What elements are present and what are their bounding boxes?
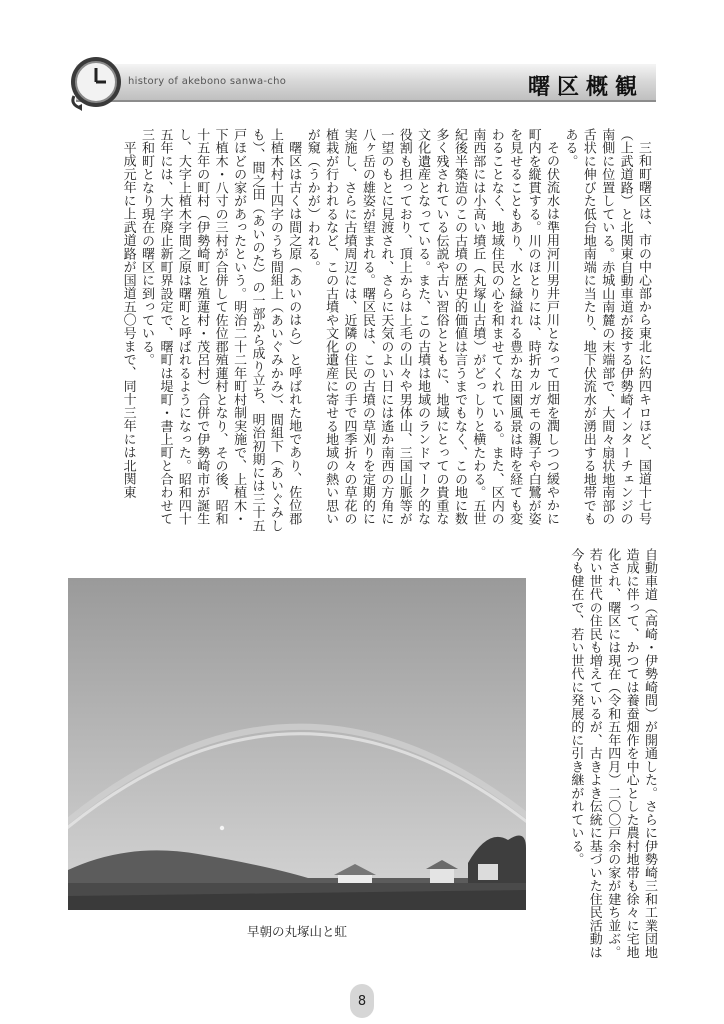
article-body [72,128,652,538]
photo-caption: 早朝の丸塚山と虹 [246,924,347,939]
paragraph: 平成元年に上武道路が国道五〇号まで、同十三年には北関東 [120,141,136,499]
page-number: 8 [350,984,374,1018]
paragraph: その伏流水は準用河川男井戸川となって田畑を潤しつつ緩やかに町内を縦貫する。川のほとりには、時折カルガモの親子や白鷺が姿を見せることもあり、水と緑溢れる豊かな田園風景は時を経ても変わることなく、地域住民の心を和ませてくれている。また、区内の南西部には小高い墳丘（丸塚山古墳）がどっしりと横たわる。五世紀後半築造のこの古墳の歴史的価値は言うまでもなく、この地に数多く残されている伝説や古い習俗とともに、地域にとっての貴重な文化遺産となっている。また、この古墳は地域のランドマーク的な役割も担っており、頂上からは上毛の山々や男体山、三国山脈等が一望のもとに見渡され、さらに天気のよい日には遙か南西の方角に八ヶ岳の雄姿が望まれる。曙区民は、この古墳の草刈りを定期的に実施し、さらに古墳周辺には、近隣の住民の手で四季折々の草花の植栽が行われるなど、この古墳や文化遺産に寄せる地域の熱い思いが窺（うかが）われる。 [304,128,559,526]
article-continuation [526,548,658,960]
paragraph: 三和町曙区は、市の中心部から東北に約四キロほど、国道十七号（上武道路）と北関東自動車道が接する伊勢崎インターチェンジの南側に位置している。赤城山南麓の末端部で、大間々扇状地南部の舌状に伸びた低台地南端に当たり、地下伏流水が湧出する地帯でもある。 [562,128,651,526]
paragraph: 曙区は古くは間之原（あいのはら）と呼ばれた地であり、佐位郡上植木村十四字のうち間組上（あいぐみかみ）、間組下（あいぐみしも）、間之田（あいのた）の一部から成り立ち、明治初期には三十五戸ほどの家があったという。明治二十二年町村制実施で、上植木・下植木・八寸の三村が合併して佐位郡殖蓮村となり、その後、昭和十五年の町村（伊勢崎町と殖蓮村・茂呂村）合併で伊勢崎市が誕生し、大字上植木字間之原は曙町と呼ばれるようになった。昭和四十五年には、大字廃止新町界設定で、曙町は堤町・書上町と合わせて三和町となり現在の曙区に到っている。 [139,128,302,533]
clock-logo-icon [66,52,126,112]
page-title: 曙区概観 [527,75,644,100]
header-subtitle: history of akebono sanwa-cho [128,76,287,87]
rainbow-photo [68,578,526,910]
paragraph: 自動車道（高崎・伊勢崎間）が開通した。さらに伊勢崎三和工業団地造成に伴って、かつては養蚕畑作を中心とした農村地帯も徐々に宅地化され、曙区には現在（令和五年四月）二〇〇戸余の家が建ち並ぶ。若い世代の住民も増えているが、古きよき伝統に基づいた住民活動は今も健在で、若い世代に発展的に引き継がれている。 [568,548,657,959]
